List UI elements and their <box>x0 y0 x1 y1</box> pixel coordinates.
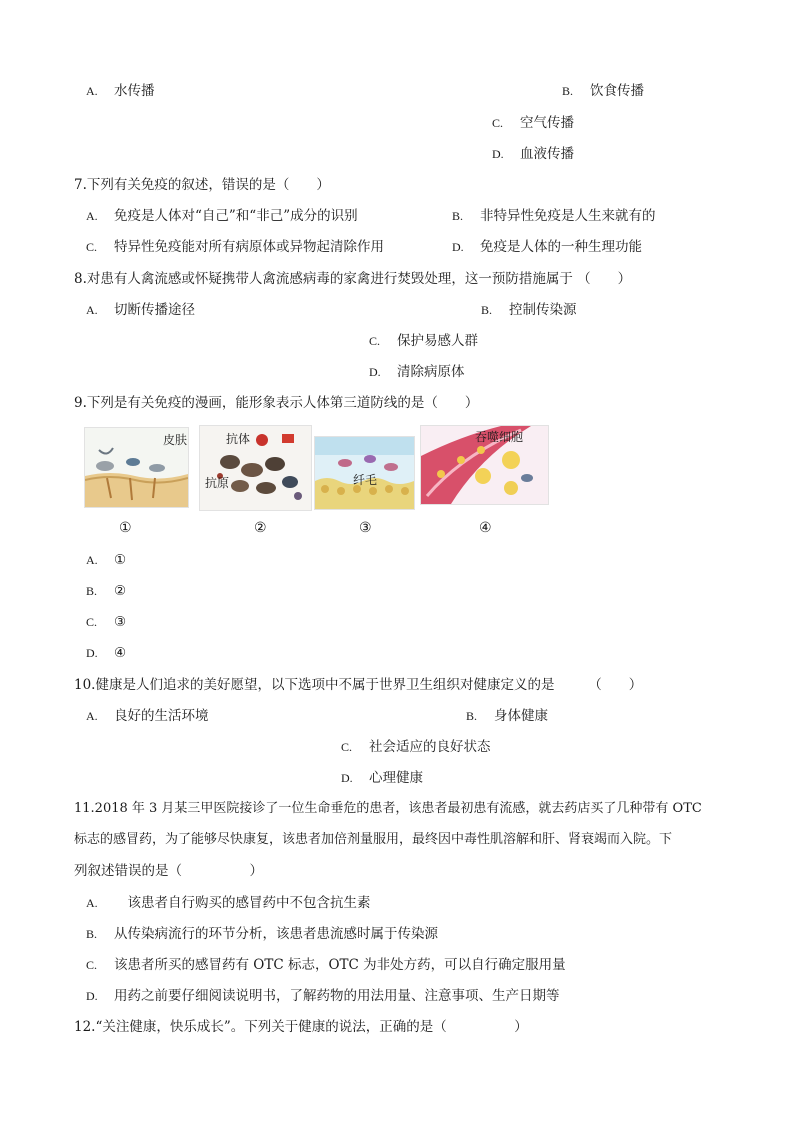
q8-option-b[interactable]: B. 控制传染源 <box>481 302 577 318</box>
image-number-4: ④ <box>479 520 492 536</box>
q9-option-a[interactable]: A. ① <box>86 552 127 568</box>
q8-option-a[interactable]: A. 切断传播途径 <box>86 302 195 318</box>
q11-option-c[interactable]: C. 该患者所买的感冒药有 OTC 标志，OTC 为非处方药，可以自行确定服用量 <box>86 957 566 973</box>
q9-option-c[interactable]: C. ③ <box>86 614 127 630</box>
q8-option-d[interactable]: D. 清除病原体 <box>369 364 465 380</box>
q7-option-d[interactable]: D. 免疫是人体的一种生理功能 <box>452 239 642 255</box>
q7-option-a[interactable]: A. 免疫是人体对“自己”和“非己”成分的识别 <box>86 208 358 224</box>
q6-option-d[interactable]: D. 血液传播 <box>492 146 574 162</box>
image-number-2: ② <box>254 520 267 536</box>
q11-stem-line1: 11.2018 年 3 月某三甲医院接诊了一位生命垂危的患者，该患者最初患有流感，就去药店买了几种带有 OTC <box>74 801 702 816</box>
q9-option-b[interactable]: B. ② <box>86 583 127 599</box>
q11-option-a[interactable]: A. 该患者自行购买的感冒药中不包含抗生素 <box>86 895 371 911</box>
q9-stem: 9.下列是有关免疫的漫画，能形象表示人体第三道防线的是（ ） <box>74 395 479 411</box>
q6-option-b[interactable]: B. 饮食传播 <box>562 83 644 99</box>
q6-option-c[interactable]: C. 空气传播 <box>492 115 574 131</box>
q8-stem: 8.对患有人禽流感或怀疑携带人禽流感病毒的家禽进行焚毁处理，这一预防措施属于 （ ） <box>74 271 632 287</box>
q7-stem: 7.下列有关免疫的叙述，错误的是（ ） <box>74 177 330 193</box>
q7-option-c[interactable]: C. 特异性免疫能对所有病原体或异物起清除作用 <box>86 239 384 255</box>
q8-option-c[interactable]: C. 保护易感人群 <box>369 333 478 349</box>
q11-option-d[interactable]: D. 用药之前要仔细阅读说明书，了解药物的用法用量、注意事项、生产日期等 <box>86 988 560 1004</box>
q10-option-c[interactable]: C. 社会适应的良好状态 <box>341 739 491 755</box>
comic-antibody-image <box>199 425 312 511</box>
q9-label-phagocyte: 吞噬细胞 <box>475 430 524 444</box>
image-number-1: ① <box>119 520 132 536</box>
q11-stem-line2: 标志的感冒药，为了能够尽快康复，该患者加倍剂量服用，最终因中毒性肌溶解和肝、肾衰竭而入院。下 <box>74 832 673 847</box>
q9-label-skin: 皮肤 <box>163 433 188 447</box>
q10-option-d[interactable]: D. 心理健康 <box>341 770 423 786</box>
q6-option-a[interactable]: A. 水传播 <box>86 83 155 99</box>
q9-label-antigen: 抗原 <box>205 476 230 490</box>
q11-option-b[interactable]: B. 从传染病流行的环节分析，该患者患流感时属于传染源 <box>86 926 438 942</box>
comic-cilia-image <box>314 436 415 510</box>
q9-label-cilia: 纤毛 <box>353 473 378 487</box>
q9-label-antibody: 抗体 <box>226 432 251 446</box>
q11-stem-line3: 列叙述错误的是（ ） <box>74 863 263 879</box>
q12-stem: 12.“关注健康，快乐成长”。下列关于健康的说法，正确的是（ ） <box>74 1019 528 1035</box>
q10-stem: 10.健康是人们追求的美好愿望，以下选项中不属于世界卫生组织对健康定义的是 （ ） <box>74 677 643 693</box>
q9-option-d[interactable]: D. ④ <box>86 645 127 661</box>
q7-option-b[interactable]: B. 非特异性免疫是人生来就有的 <box>452 208 656 224</box>
q10-option-a[interactable]: A. 良好的生活环境 <box>86 708 209 724</box>
comic-skin-image <box>84 427 189 508</box>
q10-option-b[interactable]: B. 身体健康 <box>466 708 548 724</box>
comic-phagocyte-image <box>420 425 549 505</box>
image-number-3: ③ <box>359 520 372 536</box>
